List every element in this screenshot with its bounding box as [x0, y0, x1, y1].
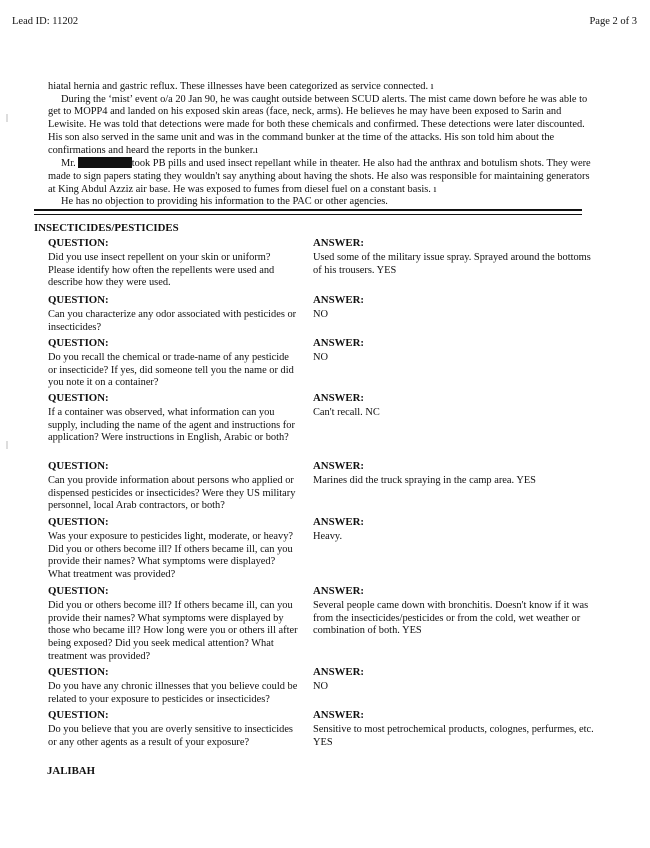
answer-label: ANSWER:: [313, 585, 364, 597]
narrative-paragraph: During the ‘mist’ event o/a 20 Jan 90, he was caught outside between SCUD alerts. The mist came down before he was able to get to MOPP4 and landed on his exposed skin areas (face, neck, arms). He believes he may have been exposed to Sarin and Lewisite. He was told that detections were made for both these chemicals and confirmed. These detections were later discounted. His son also served in the same unit and was in the command bunker at the time of the attacks. His son told him about the confirmations and heard the reports in the bunker.ı: [48, 93, 588, 156]
question-label: QUESTION:: [48, 666, 109, 678]
section-divider-thick: [34, 209, 582, 211]
question-block: [48, 392, 298, 445]
narrative-paragraph: He has no objection to providing his information to the PAC or other agencies.: [61, 196, 388, 208]
section-divider-thin: [34, 214, 582, 215]
answer-text: NO: [313, 351, 329, 363]
question-block: [48, 337, 298, 390]
answer-text: Sensitive to most petrochemical products, colognes, perfurmes, etc. YES: [313, 723, 594, 748]
answer-label: ANSWER:: [313, 460, 364, 472]
question-label: QUESTION:: [48, 237, 109, 249]
question-block: [48, 709, 298, 749]
answer-text: NO: [313, 680, 329, 692]
answer-block: [313, 460, 598, 488]
narrative-text: [48, 81, 593, 209]
answer-block: [313, 237, 598, 277]
answer-text: NO: [313, 308, 329, 320]
question-block: [48, 237, 298, 290]
question-text: Did you use insect repellent on your skin or uniform? Please identify how often the repellents were used and describe how they were used.: [48, 251, 275, 289]
question-block: [48, 294, 298, 334]
question-label: QUESTION:: [48, 585, 109, 597]
question-text: Did you or others become ill? If others became ill, can you provide their names? What symptoms were displayed by those who became ill? How long were you or others ill after being exposed? Did you seek medical attention? What treatment was provided?: [48, 599, 298, 662]
answer-block: [313, 709, 598, 749]
section-title: INSECTICIDES/PESTICIDES: [34, 222, 179, 234]
question-block: [48, 666, 298, 706]
lead-id: Lead ID: 11202: [12, 16, 79, 27]
answer-block: [313, 337, 598, 365]
answer-text: Can't recall. NC: [313, 406, 380, 418]
answer-label: ANSWER:: [313, 709, 364, 721]
answer-label: ANSWER:: [313, 516, 364, 528]
question-text: Can you characterize any odor associated with pesticides or insecticides?: [48, 308, 297, 333]
scan-artifact: [6, 114, 8, 122]
answer-text: Heavy.: [313, 530, 343, 542]
redaction-bar: [78, 157, 132, 168]
question-text: Can you provide information about persons who applied or dispensed pesticides or insecticides? Were they US military personnel, local Arab contractors, or both?: [48, 474, 296, 512]
question-label: QUESTION:: [48, 392, 109, 404]
answer-block: [313, 585, 598, 638]
answer-label: ANSWER:: [313, 666, 364, 678]
answer-label: ANSWER:: [313, 237, 364, 249]
answer-text: Several people came down with bronchitis. Doesn't know if it was from the insecticides/pesticides or from the cold, wet weather or combination of both. YES: [313, 599, 589, 637]
name-prefix: Mr.: [61, 158, 76, 170]
question-text: Do you have any chronic illnesses that you believe could be related to your exposure to pesticides or insecticides?: [48, 680, 298, 705]
answer-label: ANSWER:: [313, 294, 364, 306]
question-label: QUESTION:: [48, 294, 109, 306]
question-label: QUESTION:: [48, 516, 109, 528]
question-block: [48, 585, 298, 664]
question-label: QUESTION:: [48, 709, 109, 721]
location-heading: JALIBAH: [47, 765, 95, 777]
question-text: Do you recall the chemical or trade-name of any pesticide or insecticide? If yes, did someone tell you the name or did you note it on a container?: [48, 351, 294, 389]
question-block: [48, 516, 298, 582]
question-text: Do you believe that you are overly sensitive to insecticides or any other agents as a result of your exposure?: [48, 723, 293, 748]
answer-block: [313, 666, 598, 694]
question-label: QUESTION:: [48, 337, 109, 349]
question-label: QUESTION:: [48, 460, 109, 472]
question-block: [48, 460, 298, 513]
answer-text: Used some of the military issue spray. Sprayed around the bottoms of his trousers. YES: [313, 251, 591, 276]
answer-text: Marines did the truck spraying in the camp area. YES: [313, 474, 536, 486]
answer-block: [313, 294, 598, 322]
answer-block: [313, 516, 598, 544]
answer-label: ANSWER:: [313, 392, 364, 404]
answer-label: ANSWER:: [313, 337, 364, 349]
question-text: Was your exposure to pesticides light, moderate, or heavy? Did you or others become ill? If others became ill, can you provide their names? What symptoms were displayed? What treatment was provided?: [48, 530, 294, 581]
narrative-text-span: took PB pills and used insect repellant while in theater. He also had the anthrax and botulism shots. They were made to sign papers stating they wouldn't say anything about having the shots. He also was responsible for maintaining generators at King Abdul Azziz air base. He was exposed to fumes from diesel fuel on a constant basis. ı: [48, 158, 591, 195]
page-number: Page 2 of 3: [589, 16, 637, 27]
question-text: If a container was observed, what information can you supply, including the name of the agent and instructions for application? Were instructions in English, Arabic or both?: [48, 406, 295, 444]
scan-artifact: [6, 441, 8, 449]
narrative-paragraph: [48, 157, 593, 196]
answer-block: [313, 392, 598, 420]
narrative-paragraph: hiatal hernia and gastric reflux. These illnesses have been categorized as service connected. ı: [48, 81, 434, 92]
